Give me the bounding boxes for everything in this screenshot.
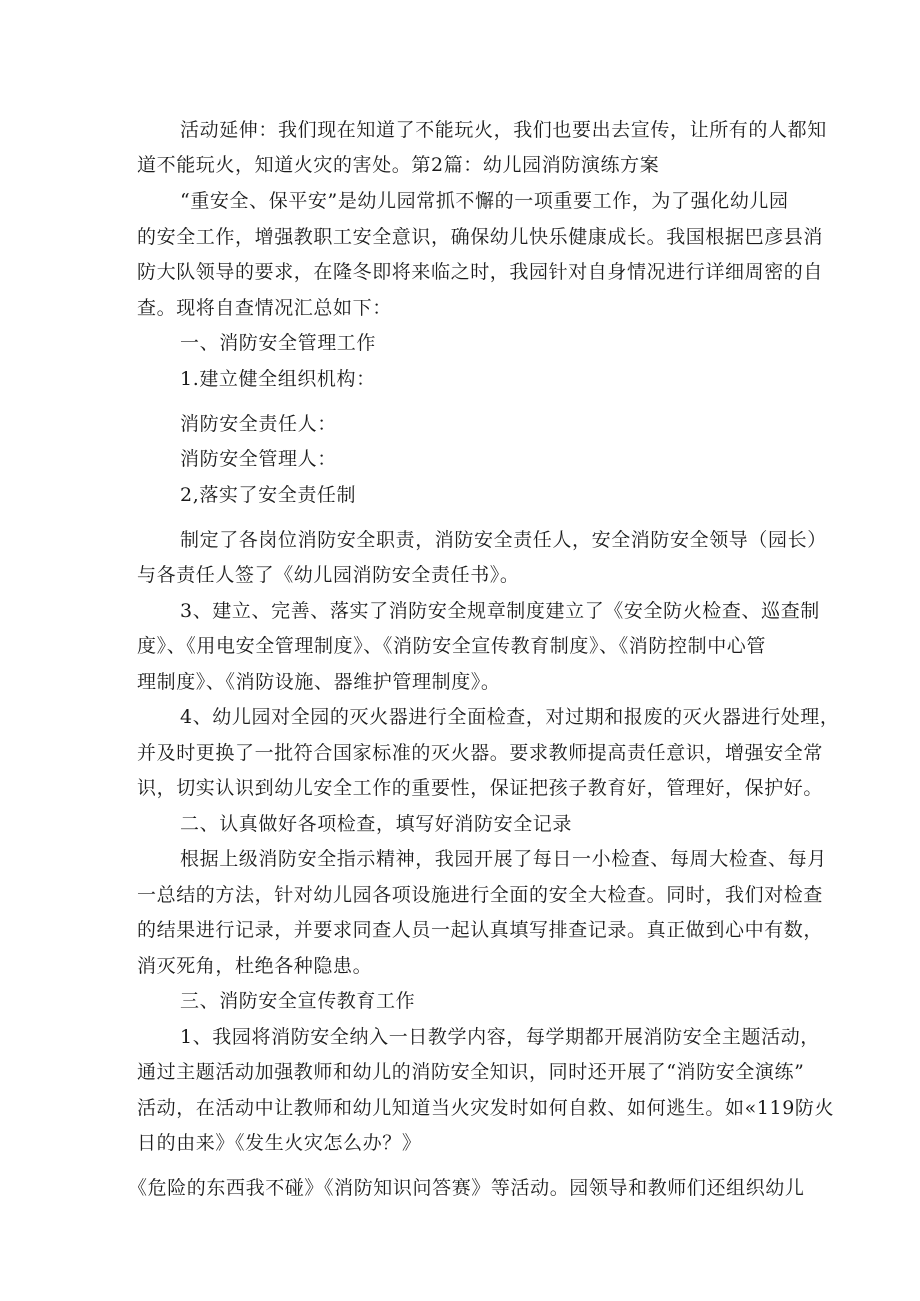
text-line: 消防安全责任人： — [180, 413, 337, 435]
text-line: “重安全、保平安”是幼儿园常抓不懈的一项重要工作，为了强化幼儿园 — [180, 190, 789, 212]
text-line: 道不能玩火，知道火灾的害处。第2篇：幼儿园消防演练方案 — [137, 154, 660, 176]
text-line: 3、建立、完善、落实了消防安全规章制度建立了《安全防火检查、巡查制 — [180, 600, 820, 622]
text-line: 一总结的方法，针对幼儿园各项设施进行全面的安全大检查。同时，我们对检查 — [137, 884, 824, 906]
text-line: 通过主题活动加强教师和幼儿的消防安全知识，同时还开展了“消防安全演练” — [137, 1061, 805, 1083]
text-line: 根据上级消防安全指示精神，我园开展了每日一小检查、每周大检查、每月 — [180, 848, 827, 870]
text-line: 活动延伸：我们现在知道了不能玩火，我们也要出去宣传，让所有的人都知 — [180, 119, 827, 141]
text-line: 制定了各岗位消防安全职责，消防安全责任人，安全消防安全领导（园长） — [180, 529, 827, 551]
text-line: 与各责任人签了《幼儿园消防安全责任书》。 — [137, 564, 520, 586]
text-line: 消防安全管理人： — [180, 448, 337, 470]
text-line: 理制度》、《消防设施、器维护管理制度》。 — [137, 671, 501, 693]
section-heading: 一、消防安全管理工作 — [180, 332, 377, 354]
text-line: 查。现将自查情况汇总如下： — [137, 297, 392, 319]
text-line: 并及时更换了一批符合国家标准的灭火器。要求教师提高责任意识，增强安全常 — [137, 742, 824, 764]
text-line: 活动，在活动中让教师和幼儿知道当火灾发时如何自救、如何逃生。如«119防火 — [137, 1097, 835, 1119]
text-line: 的结果进行记录，并要求同查人员一起认真填写排查记录。真正做到心中有数， — [137, 919, 824, 941]
text-line: 4、幼儿园对全园的灭火器进行全面检查，对过期和报废的灭火器进行处理， — [180, 706, 840, 728]
section-heading: 二、认真做好各项检查，填写好消防安全记录 — [180, 813, 573, 835]
text-line: 识，切实认识到幼儿安全工作的重要性，保证把孩子教育好，管理好，保护好。 — [137, 777, 824, 799]
subsection-heading: 1.建立健全组织机构： — [180, 368, 376, 390]
subsection-heading: 2,落实了安全责任制 — [180, 484, 357, 506]
text-line: 《危险的东西我不碰》《消防知识问答赛》等活动。园领导和教师们还组织幼儿 — [128, 1177, 805, 1199]
text-line: 度》、《用电安全管理制度》、《消防安全宣传教育制度》、《消防控制中心管 — [137, 635, 767, 657]
section-heading: 三、消防安全宣传教育工作 — [180, 990, 416, 1012]
text-line: 消灭死角，杜绝各种隐患。 — [137, 955, 373, 977]
text-line: 日的由来》《发生火灾怎么办？》 — [137, 1132, 422, 1154]
text-line: 1、我园将消防安全纳入一日教学内容，每学期都开展消防安全主题活动， — [180, 1026, 820, 1048]
text-line: 的安全工作，增强教职工安全意识，确保幼儿快乐健康成长。我国根据巴彦县消 — [137, 226, 824, 248]
text-line: 防大队领导的要求，在隆冬即将来临之时，我园针对自身情况进行详细周密的自 — [137, 261, 824, 283]
